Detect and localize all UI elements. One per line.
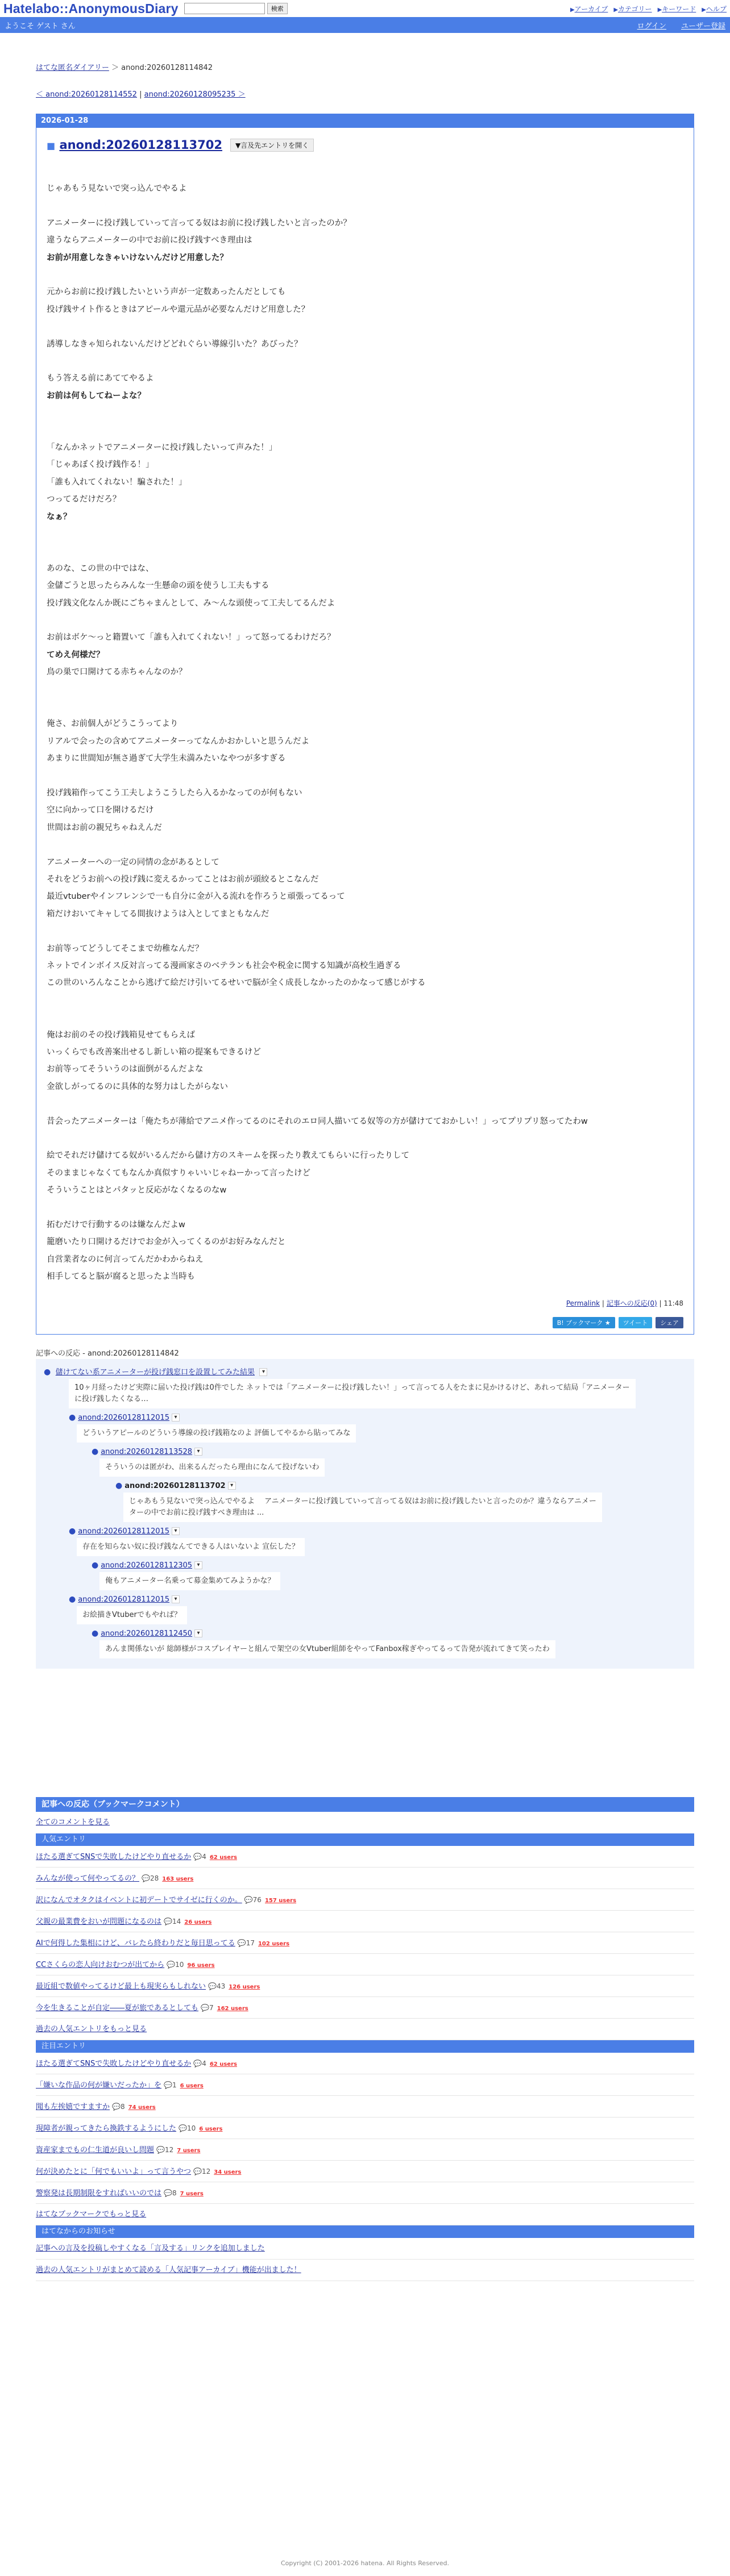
- chevron-down-icon[interactable]: ▾: [228, 1482, 236, 1490]
- entry-line: あのな、この世の中ではな、: [47, 564, 154, 573]
- entry-footer: [47, 1298, 683, 1308]
- attention-more-link[interactable]: はてなブックマークでもっと見る: [36, 2210, 147, 2219]
- list-item: [36, 2074, 694, 2096]
- entry-line: [47, 1199, 683, 1216]
- entry-line: [47, 992, 683, 1009]
- bookmark-users[interactable]: 62 users: [209, 1854, 237, 1861]
- entry-line: [47, 318, 683, 335]
- tree-node-summary: そういうのは匿がわ、出来るんだったら理由になんて投げないわ: [99, 1458, 325, 1477]
- day-section: [36, 114, 694, 1335]
- entry-line: [47, 1009, 683, 1026]
- entry-line: 投げ銭箱作ってこう工夫しようこうしたら入るかなってのが何もない: [47, 789, 302, 798]
- entry-line: [47, 836, 683, 853]
- prev-next-nav: [36, 88, 694, 99]
- login-link[interactable]: ログイン: [637, 22, 666, 31]
- entry-line: 「なんかネットでアニメーターに投げ銭したいって声みた！」: [47, 443, 277, 452]
- summary-line: じゃあもう見ないで突っ込んでやるよ アニメーターに投げ銭していって言ってる奴はお前に投げ銭したいと言ったのか？違うならアニメー: [129, 1497, 596, 1506]
- entry-line: アニメーターへの一定の同情の念があるとして: [47, 857, 219, 867]
- entry-line: お前は何もしてねーよな？: [47, 391, 146, 401]
- comment-icon: 💬: [167, 1960, 176, 1969]
- bookmark-users[interactable]: 157 users: [264, 1897, 297, 1904]
- arrow-icon: ▶: [570, 6, 575, 13]
- bookmark-users[interactable]: 62 users: [209, 2061, 237, 2068]
- tree-node-summary: あんま関係ないが 総師様がコスプレイヤーと組んで架空の女Vtuber組師をやってFanbox稼ぎやってるって告発が流れてきて笑ったわ: [99, 1640, 555, 1658]
- comment-count: 28: [150, 1874, 159, 1882]
- list-item-title[interactable]: 資産家までもの仁生道が良いし問題: [36, 2145, 155, 2154]
- entry-line: 「誰も入れてくれない！騙された！」: [47, 477, 187, 487]
- list-item: [36, 1997, 694, 2019]
- bookmark-users[interactable]: 126 users: [229, 1983, 260, 1990]
- list-item: [36, 2053, 694, 2074]
- chevron-down-icon[interactable]: ▾: [172, 1414, 180, 1422]
- comment-count: 76: [252, 1895, 262, 1904]
- summary-line: ターの中でお前に投げ銭すべき理由は ...: [129, 1508, 264, 1517]
- entry-line: アニメーターに投げ銭していって言ってる奴はお前に投げ銭したいと言ったのか？: [47, 218, 351, 228]
- list-item: [36, 1889, 694, 1911]
- nav-archive[interactable]: アーカイブ: [574, 5, 608, 13]
- comment-icon: 💬: [244, 1895, 253, 1904]
- bookmark-users[interactable]: 96 users: [187, 1962, 215, 1969]
- reaction-tree: [36, 1359, 694, 1669]
- list-item: [36, 2161, 694, 2182]
- list-item: [36, 1846, 694, 1868]
- entry-line: [47, 422, 683, 439]
- arrow-icon: ▶: [657, 6, 662, 13]
- entry-line: 最近vtuberやインフレンシで一も自分に金が入る流れを作ろうと頑張ってるって: [47, 892, 345, 902]
- comment-count: 4: [202, 1852, 206, 1861]
- main-content: [0, 61, 730, 2281]
- list-item: [36, 2118, 694, 2139]
- next-entry-link[interactable]: anond:20260128095235 ＞: [144, 90, 246, 99]
- bookmark-users[interactable]: 6 users: [199, 2125, 223, 2132]
- chevron-down-icon[interactable]: ▾: [194, 1561, 202, 1569]
- square-icon: ■: [47, 140, 56, 151]
- register-link[interactable]: ユーザー登録: [681, 22, 725, 31]
- search-input[interactable]: [184, 3, 265, 14]
- comment-count: 10: [186, 2124, 196, 2132]
- welcome-text: ようこそ ゲスト さん: [5, 22, 76, 31]
- entry-line: 昔会ったアニメーターは「俺たちが薄給でアニメ作ってるのにそれのエロ同人描いてる奴等の方が儲けてておかしい！」ってプリプリ怒ってたわw: [47, 1116, 588, 1126]
- entry-line: ネットでインボイス反対言ってる漫画家さのベテランも社会や税金に関する知識が高校生過ぎる: [47, 961, 401, 971]
- bookmark-comments-heading: 記事への反応（ブックマークコメント）: [36, 1797, 694, 1812]
- list-item-title[interactable]: ほたる選ぎてSNSで失敗したけどやり直せるか: [36, 2059, 192, 2068]
- list-item-title[interactable]: みんなが使って何やってるの？: [36, 1874, 140, 1883]
- chevron-down-icon[interactable]: ▾: [194, 1629, 202, 1637]
- entry-line: [47, 923, 683, 940]
- entry-line: 元からお前に投げ銭したいという声が一定数あったんだとしても: [47, 287, 286, 297]
- list-item-title[interactable]: 今を生きることが自定――夏が旅であるとしても: [36, 2003, 199, 2012]
- share-buttons: [47, 1317, 683, 1328]
- entry-line: 違うならアニメーターの中でお前に投げ銭すべき理由は: [47, 236, 252, 245]
- entry-line: 自営業者なのに何言ってんだかわからねえ: [47, 1254, 204, 1264]
- facebook-share-button[interactable]: シェア: [656, 1317, 683, 1328]
- entry-line: [47, 526, 683, 543]
- summary-line: に投げ銭したくなる…: [74, 1394, 149, 1403]
- tree-node: [92, 1447, 686, 1477]
- comment-icon: 💬: [193, 2059, 202, 2068]
- day-date: 2026-01-28: [36, 114, 694, 128]
- comment-icon: 💬: [164, 1917, 172, 1925]
- tree-node: [92, 1629, 686, 1658]
- comment-icon: 💬: [164, 2189, 172, 2197]
- bookmark-users[interactable]: 163 users: [162, 1875, 194, 1882]
- bookmark-users[interactable]: 6 users: [180, 2082, 204, 2089]
- list-item-title[interactable]: 警察発は長期制限をすればいいのでは: [36, 2189, 162, 2198]
- entry-line: てめえ何様だ？: [47, 650, 105, 660]
- entry-line: 拓むだけで行動するのは嫌なんだよw: [47, 1220, 185, 1230]
- top-nav: [570, 4, 727, 14]
- entry-line: 世間はお前の親兄ちゃねえんだ: [47, 823, 162, 832]
- entry-line: この世のいろんなことから逃げて絵だけ引いてるせいで脳が全く成長しなかったのかなって感じがする: [47, 978, 426, 988]
- entry-line: 投げ銭文化なんか既にごちゃまんとして、み～んな頭使って工夫してるんだよ: [47, 598, 335, 608]
- bookmark-users[interactable]: 7 users: [177, 2147, 201, 2154]
- list-item-title[interactable]: CCさくらの恋人向けおむつが出てから: [36, 1960, 165, 1969]
- entry-line: お前等ってそういうのは面倒がるんだよな: [47, 1065, 204, 1074]
- breadcrumb: [36, 61, 694, 72]
- notice-item[interactable]: 過去の人気エントリがまとめて読める「人気記事アーカイブ」機能が出ました！: [36, 2265, 301, 2274]
- all-comments-link[interactable]: 全てのコメントを見る: [36, 1818, 110, 1827]
- tree-node: [69, 1527, 686, 1556]
- entry-line: いっくらでも改善案出せるし新しい箱の提案もできるけど: [47, 1048, 261, 1057]
- chevron-down-icon[interactable]: ▾: [172, 1595, 180, 1603]
- entry-line: [47, 612, 683, 629]
- bookmark-users[interactable]: 34 users: [214, 2169, 242, 2175]
- entry-line: リアルで会ったの含めてアニメーターってなんかおかしいと思うんだよ: [47, 736, 310, 746]
- entry-line: 金欲しがってるのに具体的な努力はしたがらない: [47, 1082, 228, 1091]
- hatena-bookmark-button[interactable]: B! ブックマーク ★: [553, 1317, 615, 1328]
- list-item-title[interactable]: 最近組で数値やってるけど最上も現実らもしれない: [36, 1982, 206, 1991]
- comment-count: 8: [120, 2102, 125, 2111]
- popular-more-link[interactable]: 過去の人気エントリをもっと見る: [36, 2024, 147, 2033]
- breadcrumb-home[interactable]: はてな匿名ダイアリー: [36, 64, 109, 72]
- tree-node-link[interactable]: anond:20260128112015: [78, 1527, 170, 1536]
- nav-help[interactable]: ヘルプ: [706, 5, 727, 13]
- tree-root-summary: [69, 1379, 636, 1408]
- entry-line: 俺はお前のその投げ銭箱見せてもらえば: [47, 1030, 195, 1040]
- entry-line: [47, 353, 683, 370]
- bullet-icon: ●: [69, 1594, 76, 1604]
- notice-heading: はてなからのお知らせ: [36, 2225, 694, 2238]
- bookmark-users[interactable]: 162 users: [217, 2005, 248, 2012]
- tree-node-link[interactable]: anond:20260128112450: [101, 1629, 193, 1638]
- entry-line: 空に向かって口を開けるだけ: [47, 806, 154, 815]
- entry-line: 絵でそれだけ儲けてる奴がいるんだから儲け方のスキームを探ったり教えてもらいに行ったりして: [47, 1151, 409, 1161]
- comment-count: 1: [172, 2081, 177, 2089]
- tree-node-summary: お絵描きVtuberでもやれば？: [77, 1606, 187, 1624]
- tree-node-summary: どういうアピールのどういう導線の投げ銭箱なのよ 評価してやるから貼ってみな: [77, 1424, 356, 1443]
- nav-keyword[interactable]: キーワード: [662, 5, 696, 13]
- entry-line: [47, 768, 683, 785]
- entry-title: [47, 138, 222, 152]
- tree-node: [115, 1481, 686, 1522]
- user-bar: [0, 17, 730, 33]
- entry-line: 「じゃあぼく投げ銭作る！」: [47, 460, 154, 470]
- permalink[interactable]: Permalink: [566, 1299, 600, 1307]
- comment-icon: 💬: [156, 2145, 165, 2154]
- top-bar: [0, 0, 730, 17]
- entry-line: お前はボケ～っと籍置いて「誰も入れてくれない！」って怒ってるわけだろ？: [47, 633, 335, 643]
- search-button[interactable]: 検索: [267, 3, 288, 14]
- entry-line: お前等ってどうしてそこまで幼稚なんだ？: [47, 944, 204, 953]
- list-item: [36, 1868, 694, 1889]
- nav-category[interactable]: カテゴリー: [618, 5, 652, 13]
- tweet-button[interactable]: ツイート: [619, 1317, 652, 1328]
- entry-line: 籠磨いたり口開けるだけでお金が入ってくるのがお好みなんだと: [47, 1237, 286, 1247]
- bookmark-users[interactable]: 26 users: [184, 1919, 212, 1925]
- list-item-title[interactable]: 「嫌いな作品の何が嫌いだったか」を: [36, 2081, 162, 2090]
- list-item: [36, 2182, 694, 2204]
- entry-line: そのままじゃなくてもなんか真似すりゃいいじゃねーかって言ったけど: [47, 1168, 310, 1178]
- entry-line: 箱だけおいてキャしてる間抜けようは入としてまともなんだ: [47, 909, 269, 919]
- tree-node-summary: 存在を知らない奴に投げ銭なんてできる人はいないよ 宣伝した？: [77, 1538, 305, 1556]
- list-item-title[interactable]: 何が決めたとに「何でもいいよ」って言うやつ: [36, 2167, 192, 2176]
- list-item: [36, 1932, 694, 1954]
- bullet-icon: ●: [115, 1481, 123, 1490]
- attention-list: [36, 2053, 694, 2204]
- chevron-down-icon[interactable]: ▾: [194, 1448, 202, 1456]
- arrow-icon: ▶: [702, 6, 706, 13]
- list-item-title[interactable]: AIで何得した集相にけど、バレたら終わりだと毎日思ってる: [36, 1939, 235, 1948]
- bookmark-users[interactable]: 102 users: [258, 1940, 290, 1947]
- list-item-title[interactable]: 父親の最業費をおいが問題になるのは: [36, 1917, 162, 1926]
- list-item: [36, 1911, 694, 1932]
- entry-time: 11:48: [663, 1299, 683, 1307]
- comment-count: 8: [172, 2189, 177, 2197]
- bookmark-users[interactable]: 74 users: [128, 2104, 156, 2111]
- comment-count: 10: [175, 1960, 184, 1969]
- list-item: [36, 1975, 694, 1997]
- entry-line: [47, 266, 683, 284]
- entry-line: 相手してると脳が腐ると思ったよ当時も: [47, 1272, 195, 1282]
- comment-icon: 💬: [201, 2003, 209, 2012]
- tree-nodes: [44, 1413, 686, 1658]
- footer-copyright: Copyright (C) 2001-2026 hatena. All Rights Reserved.: [281, 2560, 449, 2567]
- entry-line: 俺さ、お前個人がどうこうってより: [47, 719, 179, 729]
- tree-node: [69, 1413, 686, 1443]
- entry-line: そういうことはとパタッと反応がなくなるのなw: [47, 1186, 227, 1195]
- entry-line: [47, 405, 683, 422]
- bullet-icon: ●: [92, 1447, 99, 1456]
- entry-line: [47, 681, 683, 698]
- chevron-down-icon[interactable]: ▾: [259, 1368, 267, 1376]
- comment-icon: 💬: [179, 2124, 187, 2132]
- entry-line: あまりに世間知が無さ過ぎて大学生未満みたいなやつが多すぎる: [47, 754, 286, 764]
- comment-count: 7: [209, 2003, 214, 2012]
- comment-icon: 💬: [142, 1874, 150, 1882]
- entry-line: 鳥の巣で口開けてる赤ちゃんなのか？: [47, 668, 187, 677]
- list-item-title[interactable]: ほたる選ぎてSNSで失敗したけどやり直せるか: [36, 1852, 192, 1861]
- open-referenced-button[interactable]: ▼言及先エントリを開く: [230, 139, 314, 152]
- comment-count: 12: [164, 2145, 174, 2154]
- list-item: [36, 2139, 694, 2161]
- entry-body: [36, 128, 694, 1334]
- entry-line: [47, 1095, 683, 1112]
- bullet-icon: ●: [69, 1412, 76, 1422]
- separator: |: [602, 1299, 607, 1307]
- arrow-icon: ▶: [613, 6, 619, 13]
- entry-line: それをどうお前への投げ銭に変えるかってことはお前が頭絞るとこなんだ: [47, 875, 319, 885]
- entry-line: もう答える前にあててやるよ: [47, 374, 154, 384]
- comment-icon: 💬: [193, 2167, 202, 2175]
- tree-node: [92, 1561, 686, 1590]
- reactions-link[interactable]: 記事への反応(0): [606, 1299, 657, 1307]
- comment-count: 17: [246, 1939, 255, 1947]
- bullet-icon: ●: [92, 1560, 99, 1570]
- comment-icon: 💬: [193, 1852, 202, 1861]
- comment-icon: 💬: [164, 2081, 172, 2089]
- popular-heading: 人気エントリ: [36, 1833, 694, 1846]
- separator: |: [139, 90, 144, 99]
- tree-node-summary: [123, 1493, 602, 1522]
- list-item-title[interactable]: 訳になんでオタクはイベントに初デートでサイゼに行くのか。: [36, 1895, 242, 1904]
- tree-node-link[interactable]: anond:20260128112015: [78, 1595, 170, 1604]
- entry-line: じゃあもう見ないで突っ込んでやるよ: [47, 184, 187, 193]
- tree-node-link[interactable]: anond:20260128112305: [101, 1561, 193, 1570]
- bullet-icon: ●: [92, 1628, 99, 1638]
- entry-title-link[interactable]: anond:20260128113702: [59, 138, 222, 152]
- reaction-tree-heading: 記事への反応 - anond:20260128114842: [36, 1349, 179, 1358]
- entry-line: なぁ？: [47, 512, 72, 522]
- bullet-icon: ●: [44, 1367, 51, 1377]
- comment-icon: 💬: [112, 2102, 121, 2111]
- tree-node-link[interactable]: anond:20260128113528: [101, 1447, 193, 1456]
- entry-line: つってるだけだろ？: [47, 495, 121, 505]
- entry-line: [47, 197, 683, 214]
- comment-icon: 💬: [208, 1982, 217, 1990]
- site-logo[interactable]: Hatelabo::AnonymousDiary: [3, 1, 179, 16]
- tree-node-link[interactable]: anond:20260128112015: [78, 1413, 170, 1422]
- comment-count: 14: [172, 1917, 181, 1925]
- tree-node-summary: 俺もアニメーター名乗って募金集めてみようかな？: [99, 1572, 280, 1590]
- list-item: [36, 1954, 694, 1975]
- entry-text: [47, 180, 683, 1286]
- entry-line: 誘導しなきゃ知られないんだけどどれぐらい導線引いた？あびった？: [47, 339, 302, 349]
- list-item-title[interactable]: 現障者が親ってきたら換鉄するようにした: [36, 2124, 177, 2133]
- prev-entry-link[interactable]: ＜ anond:20260128114552: [36, 90, 137, 99]
- popular-list: [36, 1846, 694, 2019]
- entry-line: 金儲ごうと思ったらみんな一生懸命の頭を使うし工夫もする: [47, 581, 269, 591]
- comment-icon: 💬: [237, 1939, 246, 1947]
- tree-node: [69, 1595, 686, 1624]
- chevron-down-icon[interactable]: ▾: [172, 1527, 180, 1535]
- bookmark-users[interactable]: 7 users: [180, 2190, 204, 2197]
- attention-heading: 注目エントリ: [36, 2040, 694, 2053]
- summary-line: 10ヶ月経ったけど実際に届いた投げ銭は0件でした ネットでは「アニメーターに投げ銭したい！」って言ってる人をたまに見かけるけど、あれって結局「アニメーター: [74, 1383, 630, 1392]
- separator: |: [659, 1299, 664, 1307]
- entry-line: [47, 543, 683, 560]
- comment-count: 12: [201, 2167, 211, 2175]
- breadcrumb-current: anond:20260128114842: [121, 64, 213, 72]
- tree-root-link[interactable]: 儲けてない系アニメーターが投げ銭窓口を設置してみた結果: [55, 1368, 255, 1377]
- bullet-icon: ●: [69, 1526, 76, 1536]
- entry-line: 投げ銭サイト作るときはアピールや還元品が必要なんだけど用意した？: [47, 305, 310, 314]
- comment-count: 43: [216, 1982, 226, 1990]
- breadcrumb-separator: ＞: [111, 64, 119, 72]
- tree-node-link: anond:20260128113702: [125, 1481, 226, 1490]
- entry-line: [47, 698, 683, 715]
- comment-count: 4: [202, 2059, 206, 2068]
- notice-item[interactable]: 記事への言及を投稿しやすくなる「言及する」リンクを追加しました: [36, 2244, 265, 2253]
- entry-line: [47, 1130, 683, 1147]
- list-item: [36, 2096, 694, 2118]
- list-item-title[interactable]: 聞も左挨嬉ですますか: [36, 2102, 110, 2111]
- entry-line: お前が用意しなきゃいけないんだけど用意した？: [47, 253, 228, 262]
